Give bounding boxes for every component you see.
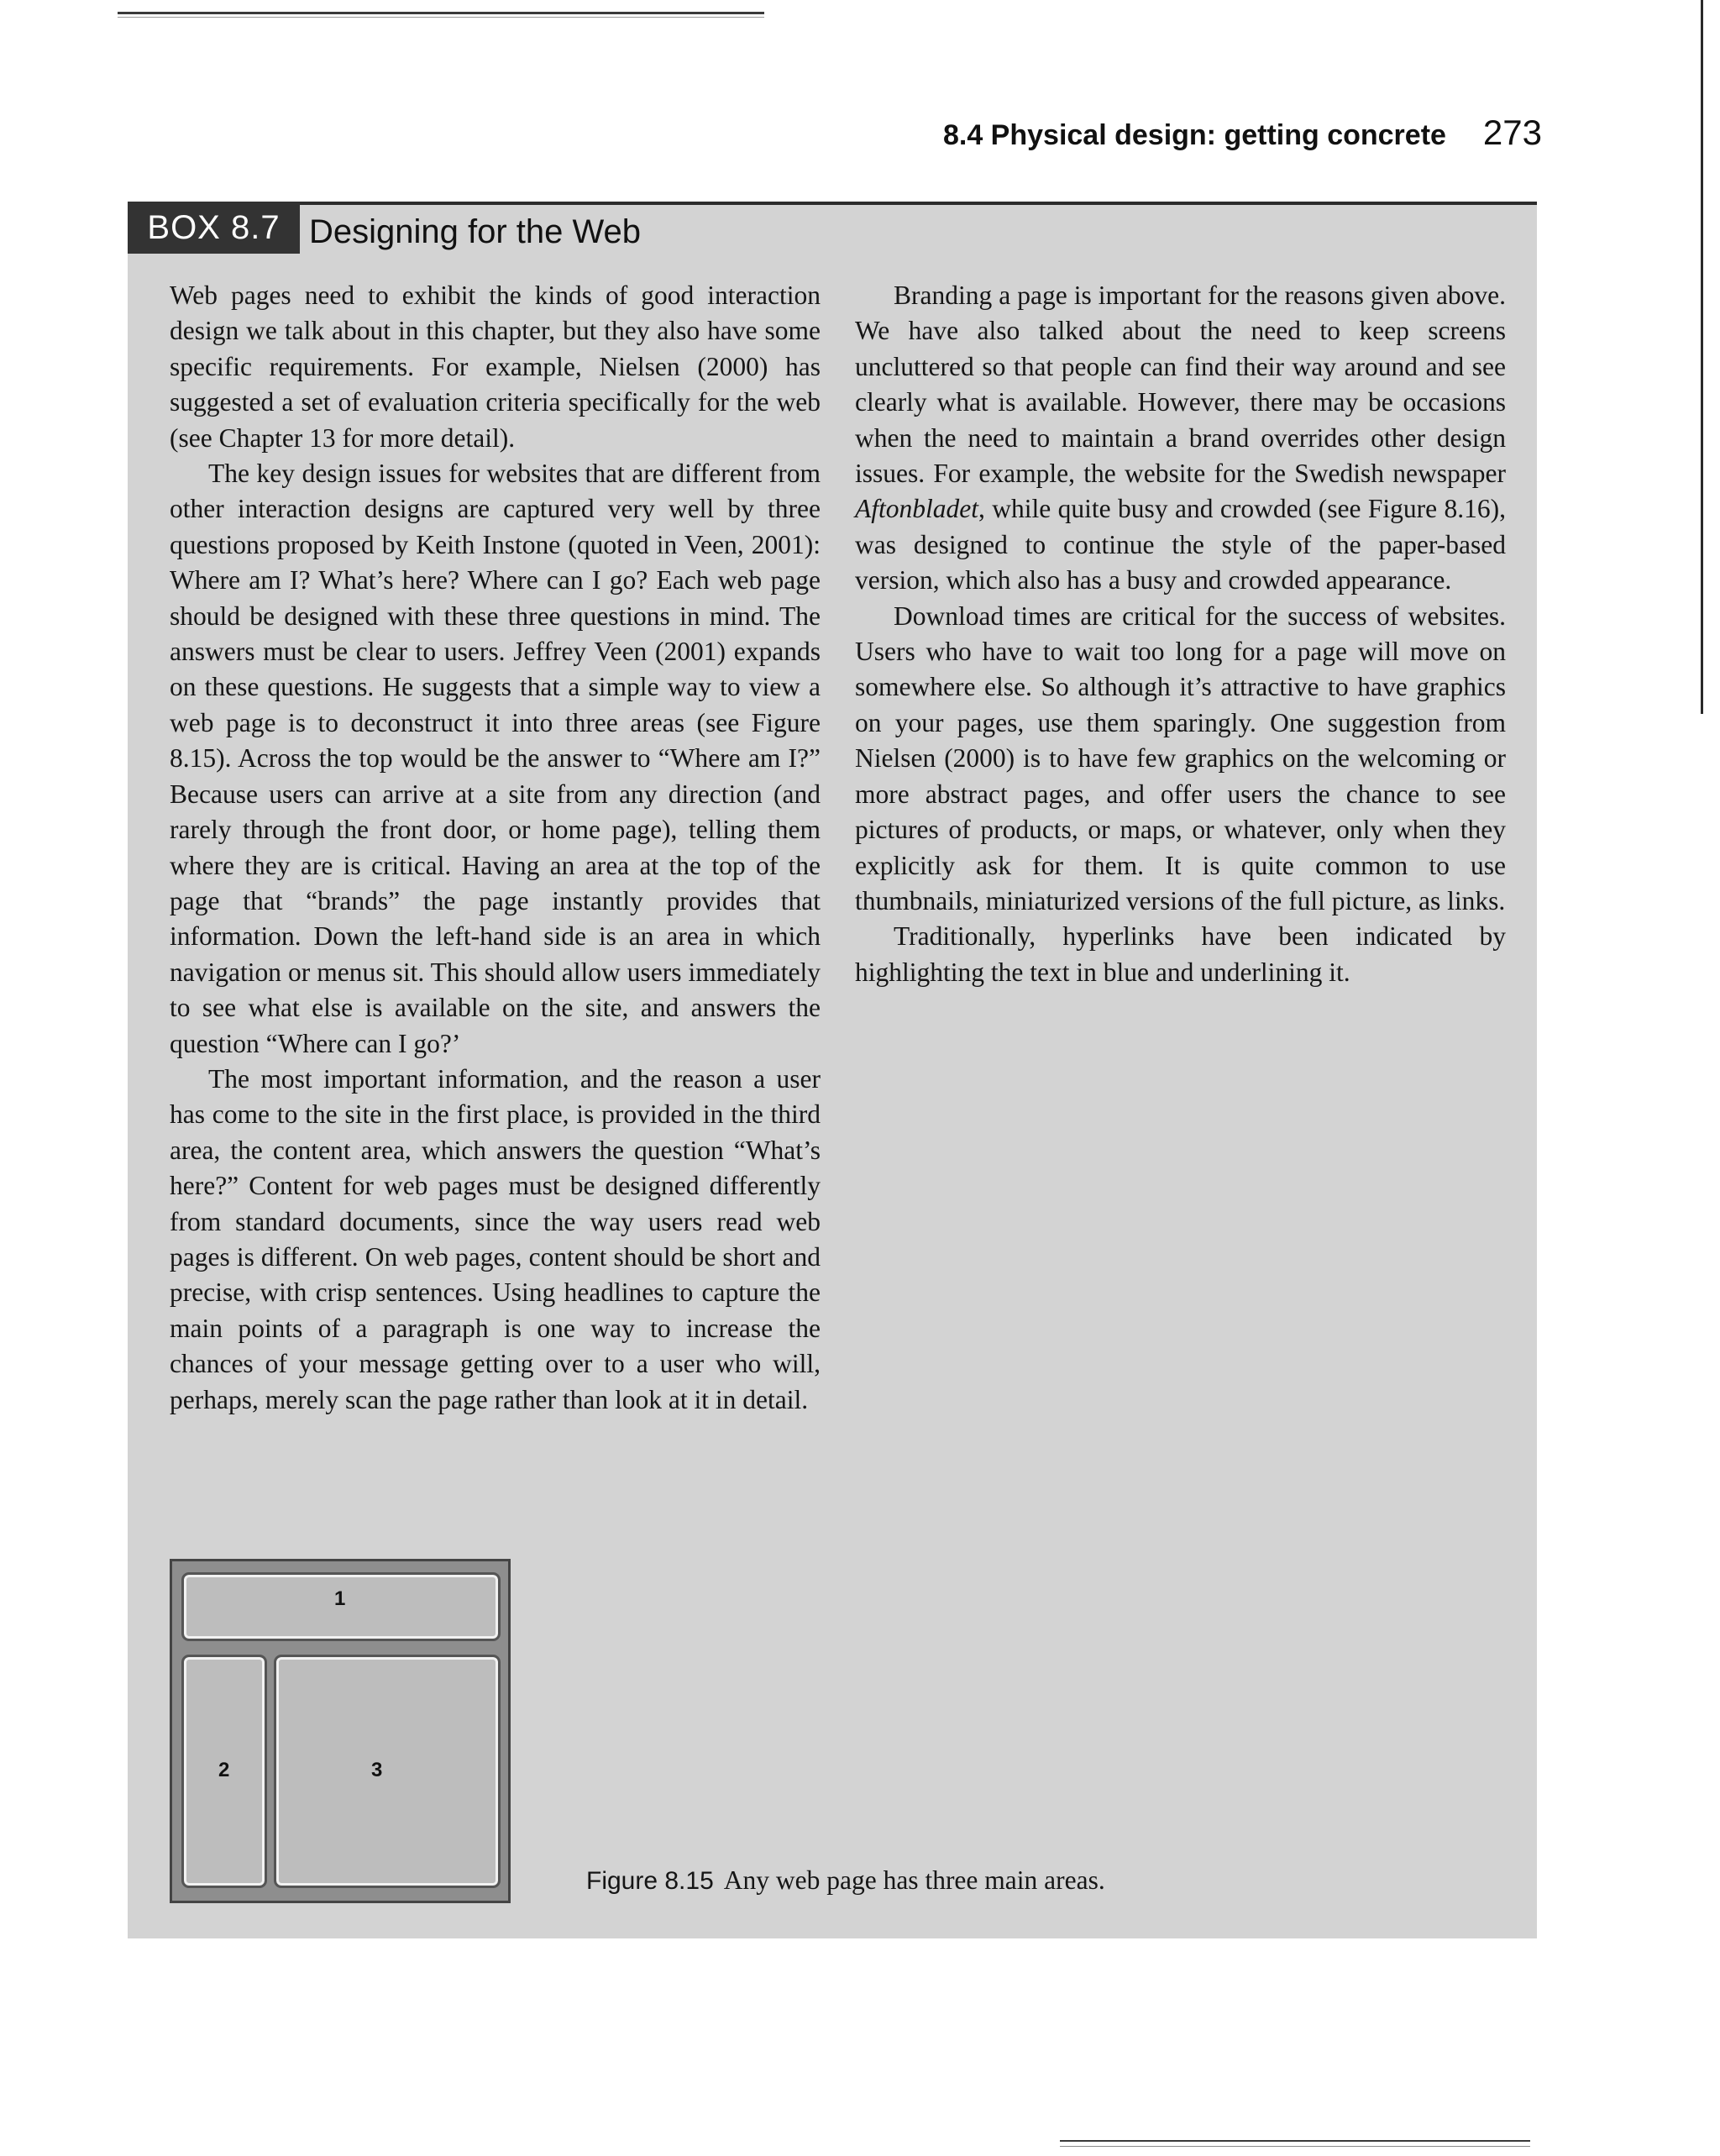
figure-area-content [276,1657,498,1886]
newspaper-name: Aftonbladet [855,494,978,524]
box-label: BOX 8.7 [128,202,300,254]
paragraph-4-end: , while quite busy and crowded (see Figure 8.16), was designed to continue the style of the paper-based version, which also has a busy and crowded appearance. [855,494,1506,595]
figure-caption [586,1863,1105,1899]
running-head [943,113,1542,160]
paragraph-4 [855,278,1506,599]
right-column [855,278,1506,990]
paragraph-1: Web pages need to exhibit the kinds of good interaction design we talk about in this chapter, but they also have some specific requirements. For example, Nielsen (2000) has suggested a set of evaluation criteria specifically for the web (see Chapter 13 for more detail). [170,281,821,453]
paragraph-3: The most important information, and the reason a user has come to the site in the first place, is provided in the third area, the content area, which answers the question “What’s here?” Content for web pages must be designed differently from standard documents, since the way users read web pages is different. On web pages, content should be short and precise, with crisp sentences. Using headlines to capture the main points of a paragraph is one way to increase the chances of your message getting over to a user who will, perhaps, merely scan the page rather than look at it in detail. [170,1063,821,1414]
paragraph-6: Traditionally, hyperlinks have been indicated by highlighting the text in blue and underlining it. [855,921,1506,987]
box-8-7 [128,202,1537,1938]
figure-number: Figure 8.15 [586,1867,714,1895]
area-label-1: 1 [334,1587,346,1610]
paragraph-5: Download times are critical for the success of websites. Users who have to wait too long for a page will move on somewhere else. So although it’s attractive to have graphics on your pages, use them sparingly. One suggestion from Nielsen (2000) is to have few graphics on the welcoming or more abstract pages, and offer users the chance to see pictures of products, or maps, or whatever, only when they explicitly ask for them. It is quite common to use thumbnails, miniaturized versions of the full picture, as links. [855,601,1506,915]
running-head-section: 8.4 Physical design: getting concrete [942,119,1446,151]
left-column [170,278,821,1418]
paragraph-2: The key design issues for websites that are different from other interaction designs are captured very well by three questions proposed by Keith Instone (quoted in Veen, 2001): Where am I? What’s here? Where can I go? Each web page should be designed with these three questions in mind. The answers must be clear to users. Jeffrey Veen (2001) expands on these questions. He suggests that a simple way to view a web page is to deconstruct it into three areas (see Figure 8.15). Across the top would be the answer to “Where am I?” Because users can arrive at a site from any direction (and rarely through the front door, or home page), telling them where they are is critical. Having an area at the top of the page that “brands” the page instantly provides that information. Down the left-hand side is an area in which navigation or menus sit. This should allow users immediately to see what else is available on the site, and answers the question “Where can I go?’ [170,459,821,1058]
figure-caption-text: Any web page has three main areas. [723,1865,1105,1895]
top-rule [118,12,764,14]
page-number: 273 [1482,113,1542,152]
paragraph-4-start: Branding a page is important for the reasons given above. We have also talked about the need to keep screens uncluttered so that people can find their way around and see clearly what is available. However, there may be occasions when the need to maintain a brand overrides other design issues. For example, the website for the Swedish newspaper [855,281,1506,489]
figure-8-15-diagram [170,1559,511,1903]
box-title: Designing for the Web [309,213,642,250]
figure-area-top [184,1575,498,1639]
area-label-3: 3 [371,1759,383,1781]
area-label-2: 2 [218,1759,230,1781]
figure-area-left [184,1657,265,1886]
page-edge-line [1701,0,1703,714]
bottom-rule [1060,2140,1530,2142]
